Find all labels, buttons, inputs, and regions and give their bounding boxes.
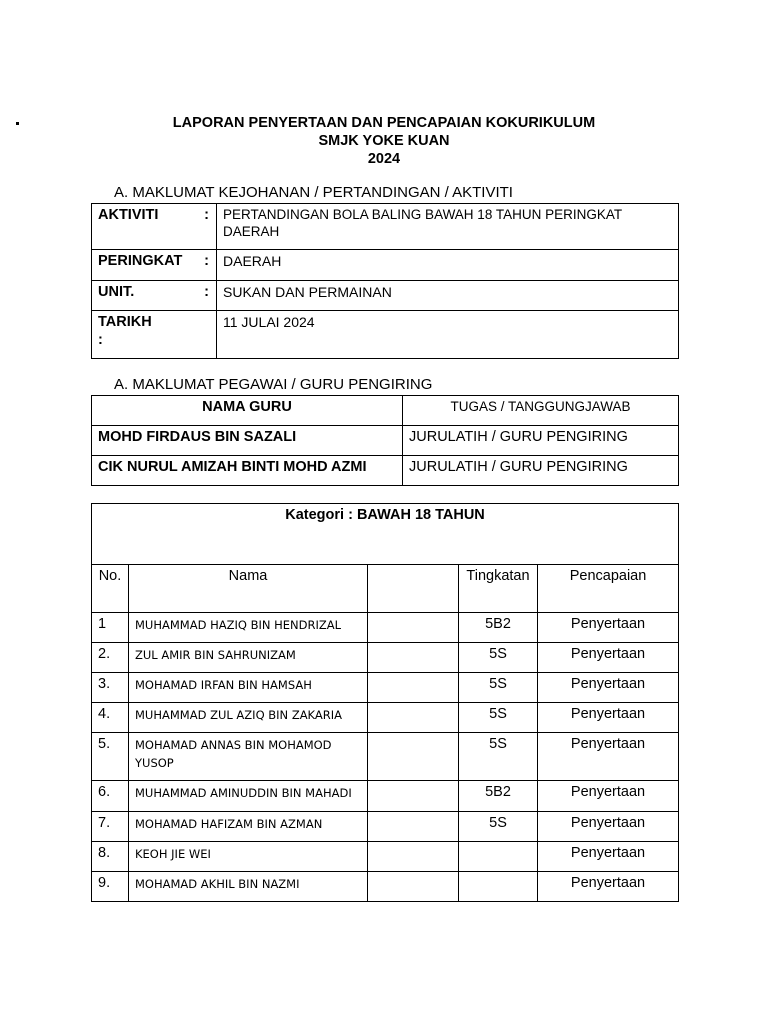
student-no: 9. (98, 875, 111, 891)
student-form (459, 842, 537, 844)
student-name: MOHAMAD IRFAN BIN HAMSAH (135, 678, 312, 692)
colon: : (204, 284, 209, 300)
student-result: Penyertaan (570, 706, 646, 722)
report-year: 2024 (367, 151, 401, 167)
student-no: 7. (98, 815, 111, 831)
empty-cell (368, 781, 459, 812)
empty-cell (368, 643, 459, 673)
value-peringkat: DAERAH (223, 253, 282, 269)
student-row (92, 842, 679, 872)
info-row-peringkat (92, 250, 679, 281)
empty-cell (368, 673, 459, 703)
student-form (459, 872, 537, 874)
value-unit: SUKAN DAN PERMAINAN (223, 284, 392, 300)
student-form: 5S (489, 646, 507, 662)
teacher-row (92, 426, 679, 456)
student-no: 5. (98, 736, 111, 752)
student-row (92, 781, 679, 812)
student-form: 5S (489, 706, 507, 722)
empty-cell (368, 872, 459, 902)
student-name: MOHAMAD ANNAS BIN MOHAMOD YUSOP (135, 738, 332, 770)
student-name: KEOH JIE WEI (135, 847, 211, 861)
value-tarikh: 11 JULAI 2024 (223, 314, 315, 330)
section-event-info: A. MAKLUMAT KEJOHANAN / PERTANDINGAN / AKTIVITI (114, 184, 513, 201)
student-form: 5B2 (485, 784, 511, 800)
colon: : (204, 253, 209, 269)
info-row-tarikh (92, 311, 679, 359)
student-row (92, 643, 679, 673)
empty-cell (368, 703, 459, 733)
student-row (92, 872, 679, 902)
student-no: 6. (98, 784, 111, 800)
col-nama-guru: NAMA GURU (202, 399, 292, 415)
student-row (92, 703, 679, 733)
student-name: MOHAMAD AKHIL BIN NAZMI (135, 877, 300, 891)
colon: : (98, 332, 103, 348)
col-glyph (368, 565, 458, 567)
student-result: Penyertaan (570, 875, 646, 891)
colon: : (204, 207, 209, 223)
student-no: 4. (98, 706, 111, 722)
empty-cell (368, 613, 459, 643)
section-teacher-info: A. MAKLUMAT PEGAWAI / GURU PENGIRING (114, 376, 433, 393)
student-row (92, 613, 679, 643)
student-form: 5S (489, 815, 507, 831)
teacher-row (92, 456, 679, 486)
col-tingkatan: Tingkatan (466, 568, 530, 584)
col-tugas: TUGAS / TANGGUNGJAWAB (450, 399, 631, 414)
student-form: 5B2 (485, 616, 511, 632)
student-no: 1 (98, 616, 107, 632)
student-result: Penyertaan (570, 815, 646, 831)
student-name: MOHAMAD HAFIZAM BIN AZMAN (135, 817, 323, 831)
info-row-unit (92, 281, 679, 311)
teacher-role: JURULATIH / GURU PENGIRING (409, 429, 628, 445)
student-row (92, 673, 679, 703)
event-info-table (91, 203, 679, 359)
value-aktiviti: PERTANDINGAN BOLA BALING BAWAH 18 TAHUN PERINGKAT DAERAH (223, 207, 622, 239)
student-result: Penyertaan (570, 784, 646, 800)
teacher-name: CIK NURUL AMIZAH BINTI MOHD AZMI (98, 459, 367, 475)
student-table (91, 503, 679, 902)
student-no: 2. (98, 646, 111, 662)
category-title: Kategori : BAWAH 18 TAHUN (285, 507, 485, 523)
col-nama: Nama (228, 568, 268, 584)
student-name: MUHAMMAD AMINUDDIN BIN MAHADI (135, 786, 352, 800)
teacher-role: JURULATIH / GURU PENGIRING (409, 459, 628, 475)
student-name: ZUL AMIR BIN SAHRUNIZAM (135, 648, 296, 662)
empty-cell (368, 812, 459, 842)
student-no: 8. (98, 845, 111, 861)
student-form: 5S (489, 736, 507, 752)
student-result: Penyertaan (570, 646, 646, 662)
col-pencapaian: Pencapaian (569, 568, 647, 584)
category-row (92, 504, 679, 565)
report-title: LAPORAN PENYERTAAN DAN PENCAPAIAN KOKURIKULUM (172, 115, 596, 131)
student-header-row (92, 565, 679, 613)
student-result: Penyertaan (570, 845, 646, 861)
student-row (92, 733, 679, 781)
student-name: MUHAMMAD HAZIQ BIN HENDRIZAL (135, 618, 342, 632)
student-result: Penyertaan (570, 616, 646, 632)
school-name: SMJK YOKE KUAN (318, 133, 450, 149)
empty-cell (368, 733, 459, 781)
teacher-name: MOHD FIRDAUS BIN SAZALI (98, 429, 297, 445)
label-tarikh: TARIKH (98, 314, 152, 330)
label-peringkat: PERINGKAT (98, 253, 183, 269)
student-result: Penyertaan (570, 676, 646, 692)
student-form: 5S (489, 676, 507, 692)
student-row (92, 812, 679, 842)
teacher-table (91, 395, 679, 486)
report-heading (0, 114, 768, 168)
student-no: 3. (98, 676, 111, 692)
info-row-aktiviti (92, 204, 679, 250)
student-result: Penyertaan (570, 736, 646, 752)
label-unit: UNIT. (98, 284, 135, 300)
col-no: No. (98, 568, 122, 584)
student-name: MUHAMMAD ZUL AZIQ BIN ZAKARIA (135, 708, 343, 722)
empty-cell (368, 842, 459, 872)
label-aktiviti: AKTIVITI (98, 207, 159, 223)
teacher-header-row (92, 396, 679, 426)
